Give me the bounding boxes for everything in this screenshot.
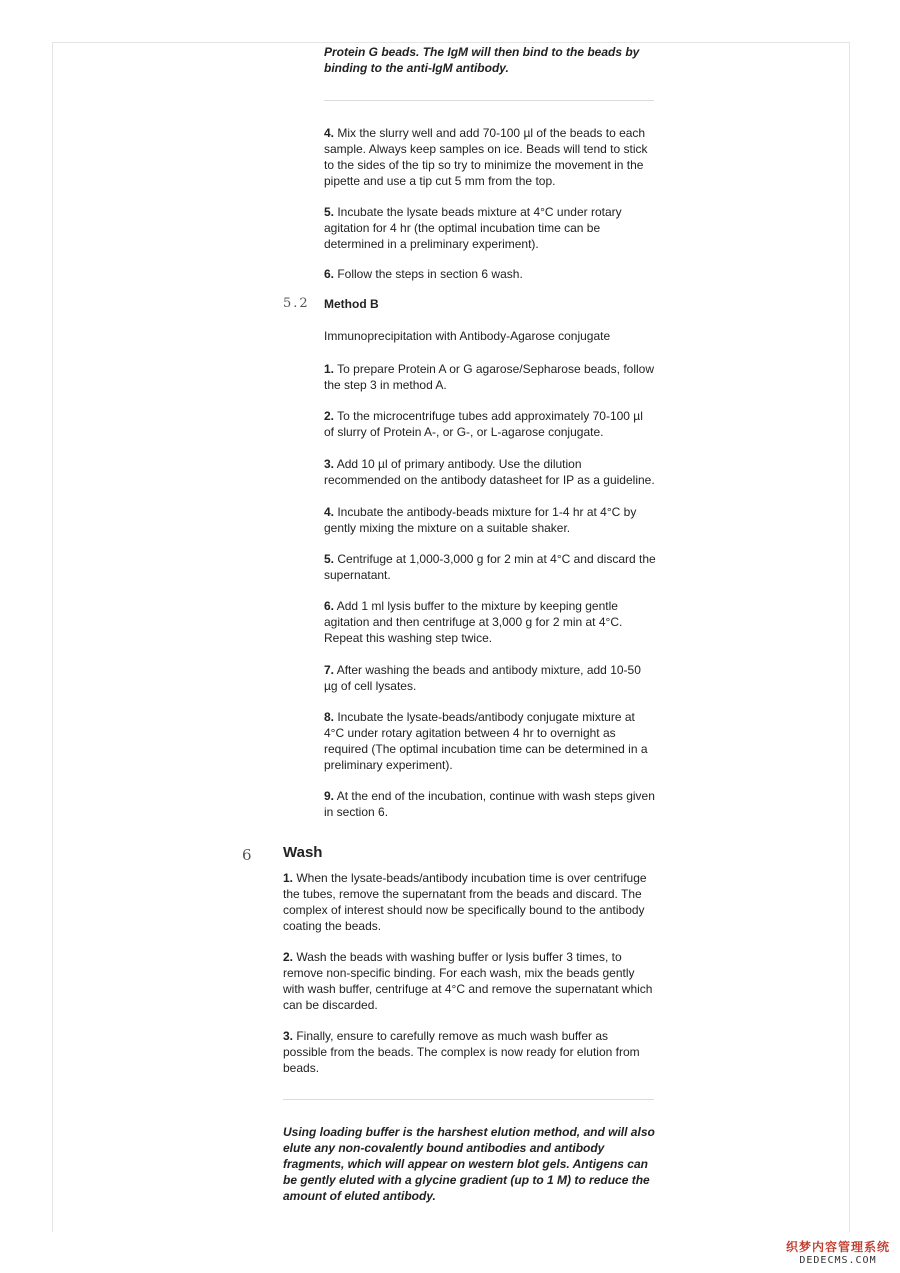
elution-note: Using loading buffer is the harshest elution method, and will also elute any non-covalently bound antibodies and antibody fragments, which will appear on western blot gels. Antigens can be gently eluted with a glycine gradient (up to 1 M) to reduce the amount of eluted antibody. <box>283 1125 655 1203</box>
watermark-line2: DEDECMS.COM <box>799 1255 877 1266</box>
method-a-step: 5. Incubate the lysate beads mixture at 4°C under rotary agitation for 4 hr (the optimal incubation time can be determined in a preliminary experiment). <box>324 205 622 251</box>
wash-step: 1. When the lysate-beads/antibody incubation time is over centrifuge the tubes, remove the supernatant from the beads and discard. The complex of interest should now be specifically bound to the antibody coating the beads. <box>283 871 647 933</box>
method-a-step: 4. Mix the slurry well and add 70-100 µl of the beads to each sample. Always keep samples on ice. Beads will tend to stick to the sides of the tip so try to minimize the movement in the pipette and use a tip cut 5 mm from the top. <box>324 126 648 188</box>
section-title: Method B <box>324 297 379 311</box>
wash-step: 2. Wash the beads with washing buffer or lysis buffer 3 times, to remove non-specific binding. For each wash, mix the beads gently with wash buffer, centrifuge at 4°C and remove the supernatant which can be discarded. <box>283 950 653 1012</box>
section-number: 6 <box>242 846 252 864</box>
watermark-line1: 织梦内容管理系统 <box>785 1240 890 1254</box>
method-b-step: 3. Add 10 µl of primary antibody. Use the dilution recommended on the antibody datasheet for IP as a guideline. <box>324 457 655 487</box>
section-title: Wash <box>283 844 323 861</box>
method-a-step: 6. Follow the steps in section 6 wash. <box>324 267 523 281</box>
top-note: Protein G beads. The IgM will then bind to the beads by binding to the anti-IgM antibody. <box>324 45 640 75</box>
divider <box>283 1099 654 1100</box>
method-b-step: 4. Incubate the antibody-beads mixture for 1-4 hr at 4°C by gently mixing the mixture on a suitable shaker. <box>324 505 637 535</box>
section-number: 5.2 <box>283 296 310 311</box>
section-subtitle: Immunoprecipitation with Antibody-Agarose conjugate <box>324 329 611 343</box>
method-b-step: 7. After washing the beads and antibody mixture, add 10-50 µg of cell lysates. <box>324 663 641 693</box>
method-b-step: 9. At the end of the incubation, continue with wash steps given in section 6. <box>324 789 655 819</box>
method-b-step: 8. Incubate the lysate-beads/antibody conjugate mixture at 4°C under rotary agitation between 4 hr to overnight as required (The optimal incubation time can be determined in a preliminary experiment). <box>324 710 648 772</box>
divider <box>324 100 654 101</box>
method-b-step: 6. Add 1 ml lysis buffer to the mixture by keeping gentle agitation and then centrifuge at 3,000 g for 2 min at 4°C. Repeat this washing step twice. <box>324 599 623 645</box>
method-b-step: 1. To prepare Protein A or G agarose/Sepharose beads, follow the step 3 in method A. <box>324 362 654 392</box>
wash-step: 3. Finally, ensure to carefully remove as much wash buffer as possible from the beads. The complex is now ready for elution from beads. <box>283 1029 640 1075</box>
method-b-step: 5. Centrifuge at 1,000-3,000 g for 2 min at 4°C and discard the supernatant. <box>324 552 656 582</box>
watermark <box>786 1238 890 1266</box>
method-b-step: 2. To the microcentrifuge tubes add approximately 70-100 µl of slurry of Protein A-, or G-, or L-agarose conjugate. <box>324 409 643 439</box>
